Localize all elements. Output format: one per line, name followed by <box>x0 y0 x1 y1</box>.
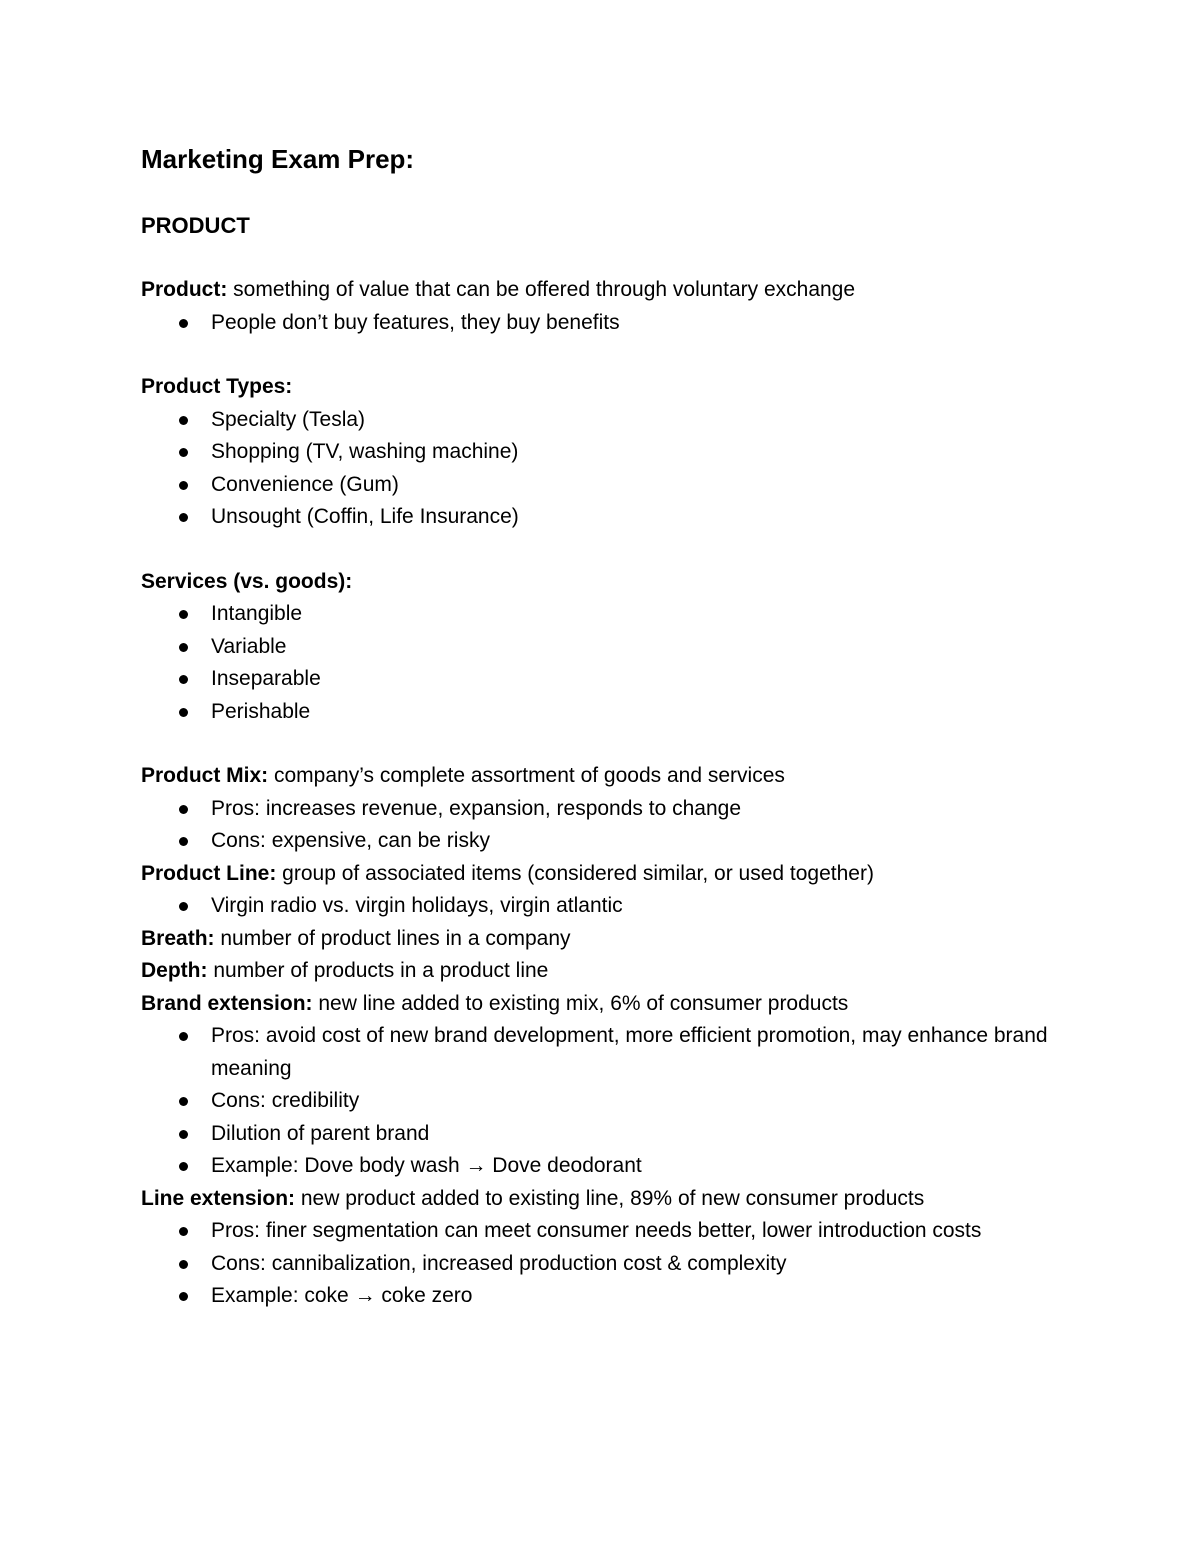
definition-text: new product added to existing line, 89% of new consumer products <box>295 1186 925 1210</box>
bullet-list <box>141 598 1061 728</box>
bullet-icon <box>179 1162 188 1171</box>
bullet-text: Specialty (Tesla) <box>211 407 366 431</box>
definition-paragraph <box>141 274 1061 307</box>
bullet-text: Dilution of parent brand <box>211 1121 430 1145</box>
bullet-item <box>141 890 1061 923</box>
bullet-text: Pros: increases revenue, expansion, responds to change <box>211 796 741 820</box>
bullet-icon <box>179 319 188 328</box>
bullet-item <box>141 501 1061 534</box>
bullet-list <box>141 404 1061 534</box>
bullet-icon <box>179 513 188 522</box>
bullet-icon <box>179 1097 188 1106</box>
definition-paragraph <box>141 858 1061 891</box>
bullet-text: Variable <box>211 634 287 658</box>
definition-term: Product Mix: <box>141 764 269 787</box>
definition-term: Depth: <box>141 959 208 982</box>
document-page <box>141 140 1061 1313</box>
bullet-item <box>141 793 1061 826</box>
bullet-icon <box>179 1292 188 1301</box>
definition-text: new line added to existing mix, 6% of consumer products <box>312 991 849 1015</box>
bullet-icon <box>179 643 188 652</box>
definition-paragraph <box>141 955 1061 988</box>
document-title: Marketing Exam Prep: <box>141 144 415 174</box>
spacer <box>141 339 1061 371</box>
bullet-list <box>141 1020 1061 1183</box>
bullet-item <box>141 663 1061 696</box>
bullet-icon <box>179 1130 188 1139</box>
bullet-text: Convenience (Gum) <box>211 472 399 496</box>
spacer <box>141 178 1061 210</box>
definition-paragraph <box>141 988 1061 1021</box>
bullet-text: People don’t buy features, they buy benefits <box>211 310 620 334</box>
bullet-item <box>141 307 1061 340</box>
definition-term: Brand extension: <box>141 991 313 1015</box>
bullet-text: Shopping (TV, washing machine) <box>211 440 519 463</box>
definition-text: group of associated items (considered similar, or used together) <box>276 861 874 885</box>
spacer <box>141 534 1061 566</box>
bullet-text: Cons: cannibalization, increased production cost & complexity <box>211 1251 787 1275</box>
definition-term: Product Types: <box>141 375 293 398</box>
bullet-item <box>141 1150 1061 1183</box>
bullet-icon <box>179 1227 188 1236</box>
bullet-icon <box>179 610 188 619</box>
definition-term: Services (vs. goods): <box>141 569 353 593</box>
definition-paragraph <box>141 760 1061 793</box>
bullet-text: Cons: expensive, can be risky <box>211 829 490 852</box>
bullet-text: Unsought (Coffin, Life Insurance) <box>211 505 519 528</box>
bullet-icon <box>179 416 188 425</box>
definition-paragraph <box>141 566 1061 599</box>
bullet-item <box>141 696 1061 729</box>
definition-text: number of products in a product line <box>207 959 549 982</box>
bullet-item <box>141 436 1061 469</box>
bullet-text: Inseparable <box>211 667 321 690</box>
bullet-icon <box>179 481 188 490</box>
bullet-list <box>141 307 1061 340</box>
bullet-item <box>141 631 1061 664</box>
bullet-item <box>141 1085 1061 1118</box>
bullet-item <box>141 1248 1061 1281</box>
section-heading: PRODUCT <box>141 213 250 238</box>
definition-text: something of value that can be offered through voluntary exchange <box>227 278 856 301</box>
definition-paragraph <box>141 923 1061 956</box>
bullet-text: Example: coke → coke zero <box>211 1284 473 1307</box>
bullet-item <box>141 1215 1061 1248</box>
bullet-icon <box>179 708 188 717</box>
bullet-text: Pros: finer segmentation can meet consumer needs better, lower introduction costs <box>211 1219 982 1242</box>
bullet-list <box>141 793 1061 858</box>
definition-text: company’s complete assortment of goods and services <box>268 764 785 787</box>
bullet-icon <box>179 448 188 457</box>
definition-paragraph <box>141 371 1061 404</box>
bullet-icon <box>179 1032 188 1041</box>
spacer <box>141 242 1061 274</box>
bullet-text: Example: Dove body wash → Dove deodorant <box>211 1154 642 1177</box>
bullet-item <box>141 1280 1061 1313</box>
bullet-text: Intangible <box>211 602 303 625</box>
bullet-icon <box>179 902 188 911</box>
bullet-item <box>141 469 1061 502</box>
definition-text: number of product lines in a company <box>214 926 571 950</box>
bullet-item <box>141 1020 1061 1085</box>
bullet-item <box>141 1118 1061 1151</box>
bullet-item <box>141 825 1061 858</box>
bullet-list <box>141 890 1061 923</box>
spacer <box>141 728 1061 760</box>
bullet-icon <box>179 675 188 684</box>
bullet-text: Virgin radio vs. virgin holidays, virgin atlantic <box>211 894 623 917</box>
bullet-text: Perishable <box>211 699 311 723</box>
definition-term: Breath: <box>141 926 215 950</box>
bullet-icon <box>179 837 188 846</box>
bullet-item <box>141 598 1061 631</box>
bullet-icon <box>179 1260 188 1269</box>
definition-paragraph <box>141 1183 1061 1216</box>
definition-term: Line extension: <box>141 1186 296 1210</box>
definition-term: Product Line: <box>141 861 277 885</box>
bullet-text: Cons: credibility <box>211 1089 360 1112</box>
bullet-item <box>141 404 1061 437</box>
bullet-icon <box>179 805 188 814</box>
bullet-text: Pros: avoid cost of new brand development, more efficient promotion, may enhance brand meaning <box>211 1024 1048 1080</box>
definition-term: Product: <box>141 278 228 301</box>
bullet-list <box>141 1215 1061 1313</box>
